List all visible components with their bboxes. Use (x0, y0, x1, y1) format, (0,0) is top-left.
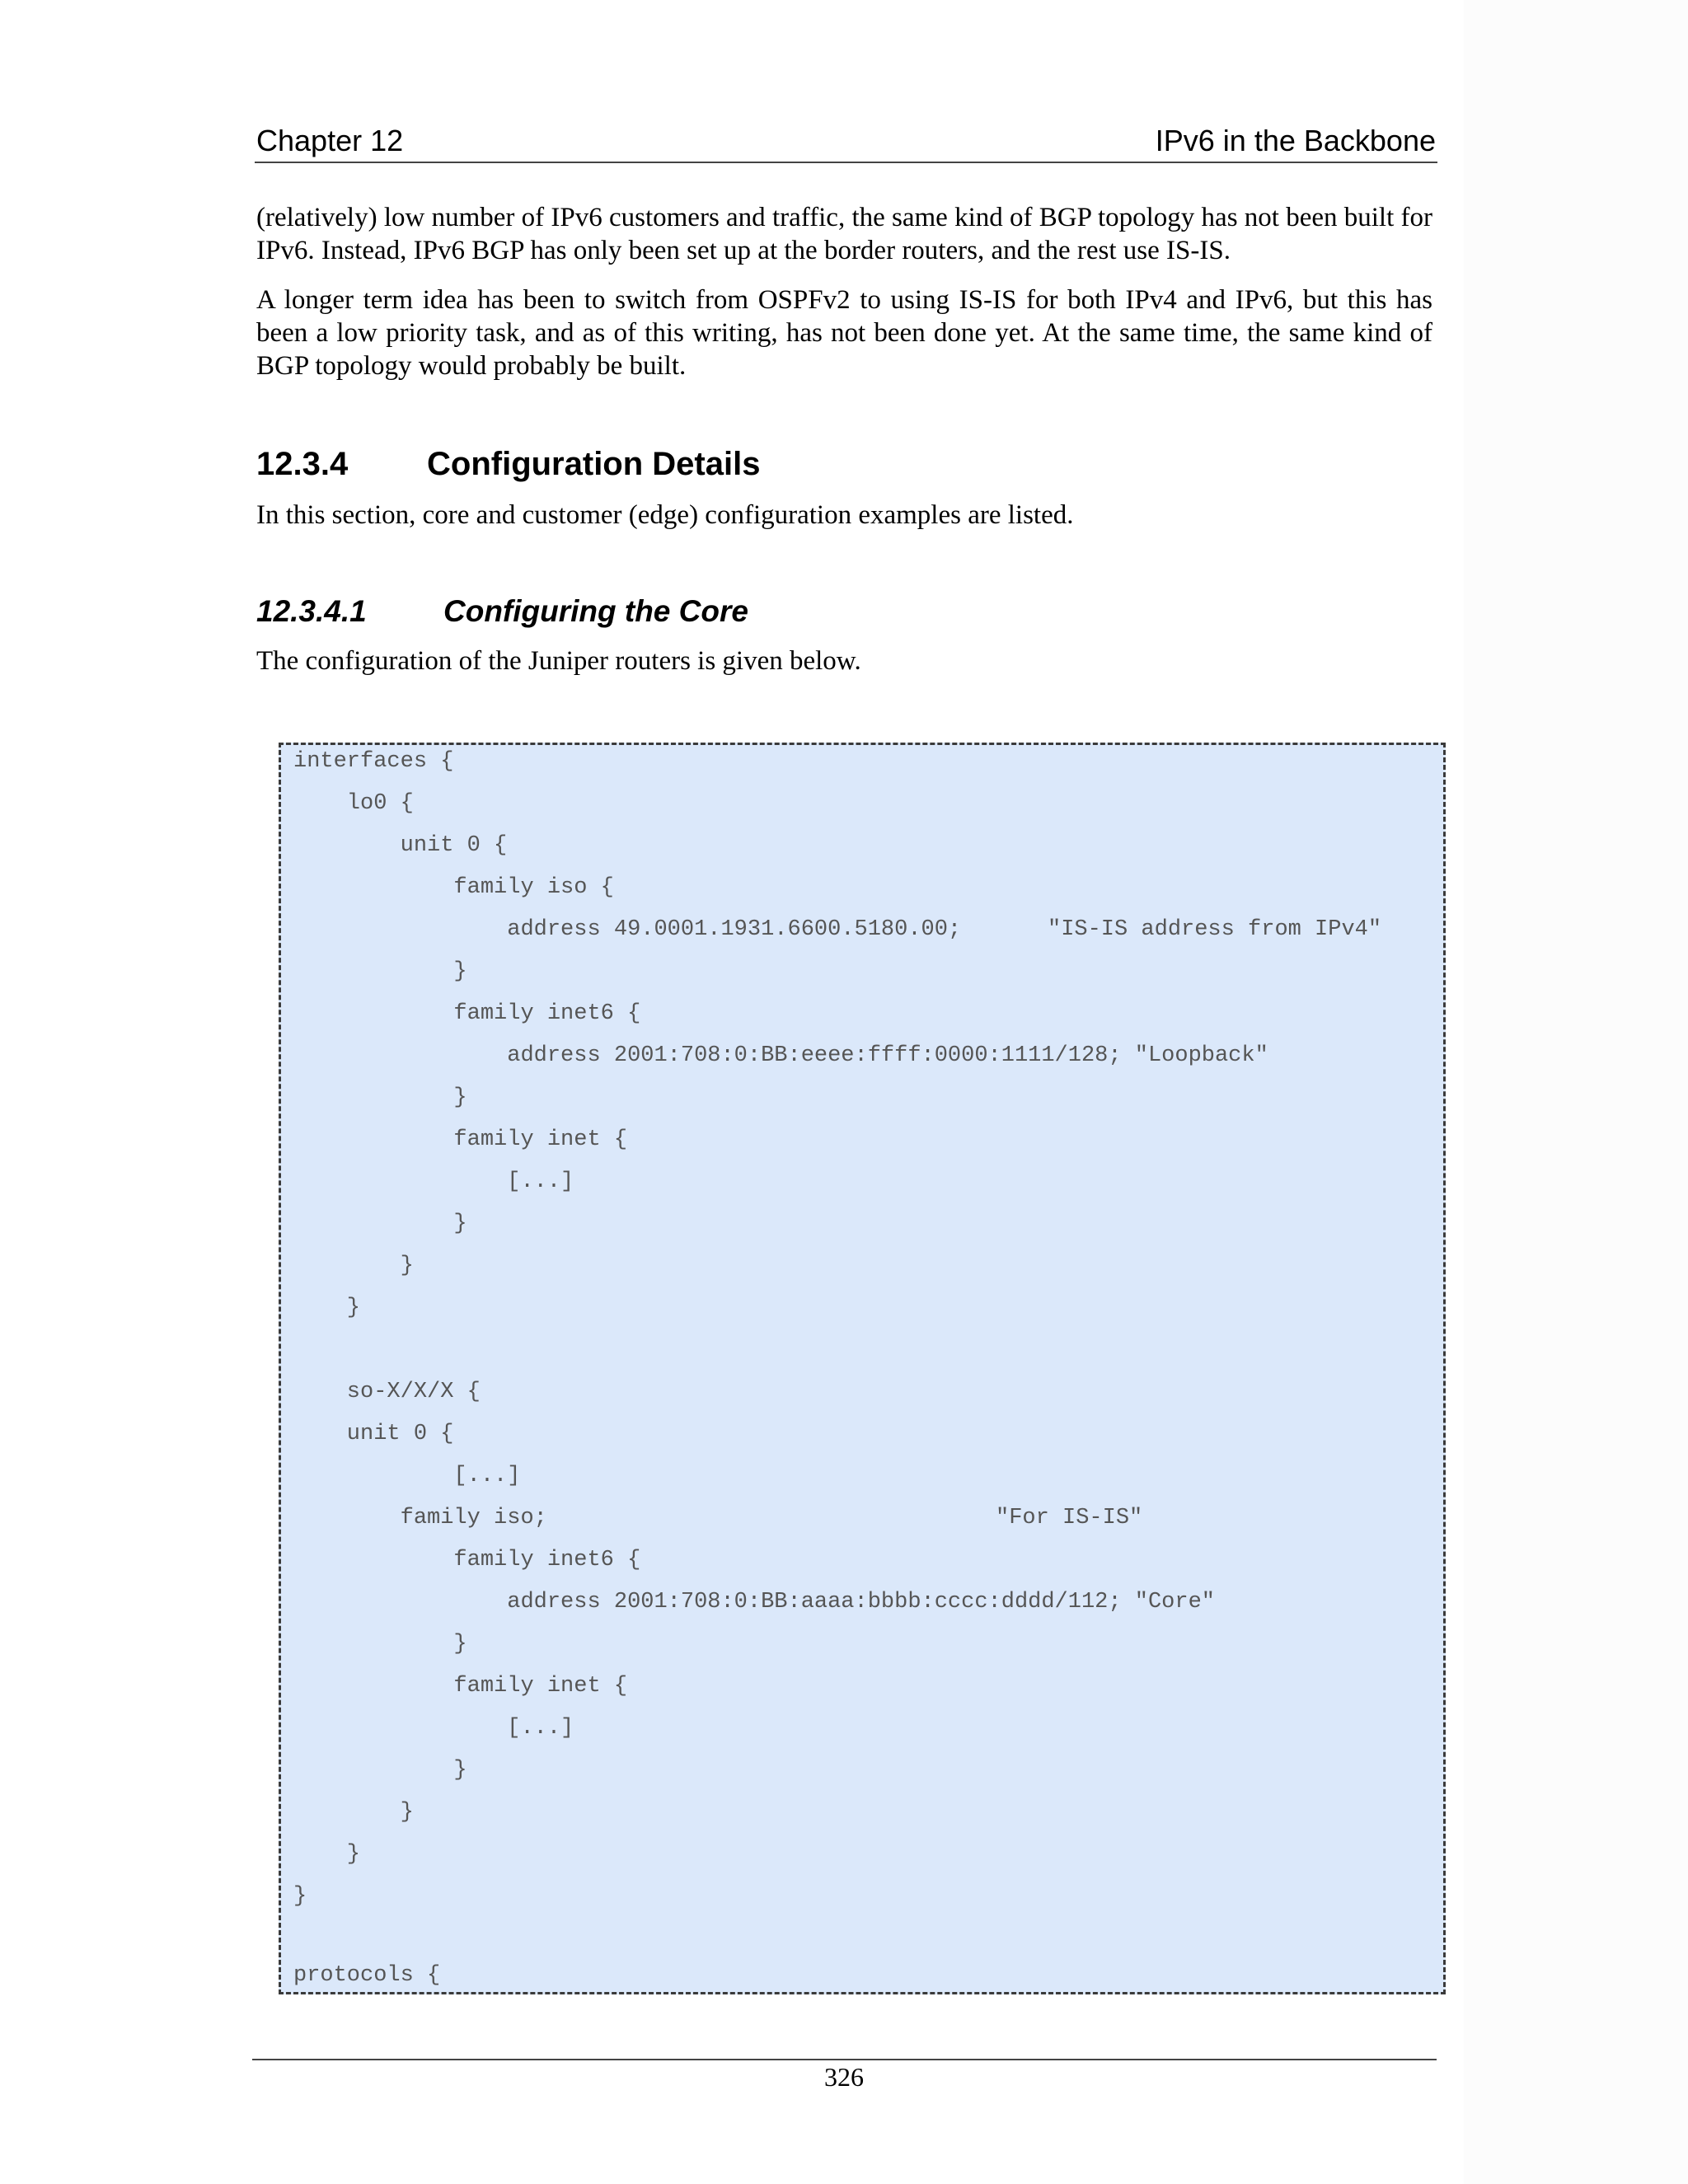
code-line: } (293, 1296, 361, 1320)
code-line: address 2001:708:0:BB:eeee:ffff:0000:1111/128; "Loopback" (293, 1043, 1268, 1068)
chapter-label: Chapter 12 (256, 124, 404, 157)
code-line: } (293, 1800, 414, 1825)
code-listing (279, 743, 1446, 1994)
subsection-heading (256, 593, 748, 630)
paragraph-juniper-intro: The configuration of the Juniper routers is given below. (256, 646, 861, 676)
code-line: so-X/X/X { (293, 1380, 481, 1404)
code-line: } (293, 1632, 467, 1657)
code-line: interfaces { (293, 749, 454, 774)
section-heading (256, 443, 760, 485)
subsection-number: 12.3.4.1 (256, 594, 367, 628)
section-title: Configuration Details (427, 446, 761, 482)
code-text: family iso; (293, 1506, 547, 1530)
page-number: 326 (824, 2062, 864, 2092)
code-line: } (293, 1254, 414, 1278)
code-line: [...] (293, 1169, 574, 1194)
paragraph-isis-plan: A longer term idea has been to switch from OSPFv2 to using IS-IS for both IPv4 and IPv6, but this has been a low priority task, and as of this writing, has not been done yet. At the same time, the same kind of BGP topology would probably be built. (256, 285, 1432, 381)
code-line: } (293, 1758, 467, 1783)
code-line-with-comment (293, 913, 1382, 946)
subsection-title: Configuring the Core (443, 594, 748, 628)
code-line: } (293, 1842, 361, 1867)
code-line: } (293, 959, 467, 984)
running-header (255, 120, 1437, 163)
code-line: family iso { (293, 875, 614, 900)
code-line: family inet6 { (293, 1001, 641, 1026)
paragraph-bgp-topology: (relatively) low number of IPv6 customers and traffic, the same kind of BGP topology has not been built for IPv6. Instead, IPv6 BGP has only been set up at the border routers, and the rest use IS-IS. (256, 203, 1432, 265)
code-line: address 2001:708:0:BB:aaaa:bbbb:cccc:dddd/112; "Core" (293, 1590, 1215, 1615)
code-comment: "IS-IS address from IPv4" (1048, 917, 1382, 942)
code-line: [...] (293, 1716, 574, 1741)
chapter-title: IPv6 in the Backbone (1155, 124, 1436, 157)
page-margin (1464, 0, 1688, 2184)
code-line: family inet { (293, 1127, 628, 1152)
paragraph-section-intro: In this section, core and customer (edge) configuration examples are listed. (256, 500, 1074, 530)
code-line: } (293, 1085, 467, 1110)
code-line: } (293, 1212, 467, 1236)
code-line: lo0 { (293, 791, 414, 816)
code-line: [...] (293, 1464, 521, 1488)
code-line: family inet { (293, 1674, 628, 1699)
code-line: unit 0 { (293, 833, 508, 858)
code-text: address 49.0001.1931.6600.5180.00; (293, 917, 962, 942)
code-line: unit 0 { (293, 1422, 454, 1446)
code-comment: "For IS-IS" (996, 1506, 1143, 1530)
code-line-with-comment (293, 1502, 1143, 1535)
code-line: protocols { (293, 1963, 441, 1988)
section-number: 12.3.4 (256, 446, 349, 482)
code-line: } (293, 1884, 307, 1909)
code-line: family inet6 { (293, 1548, 641, 1572)
